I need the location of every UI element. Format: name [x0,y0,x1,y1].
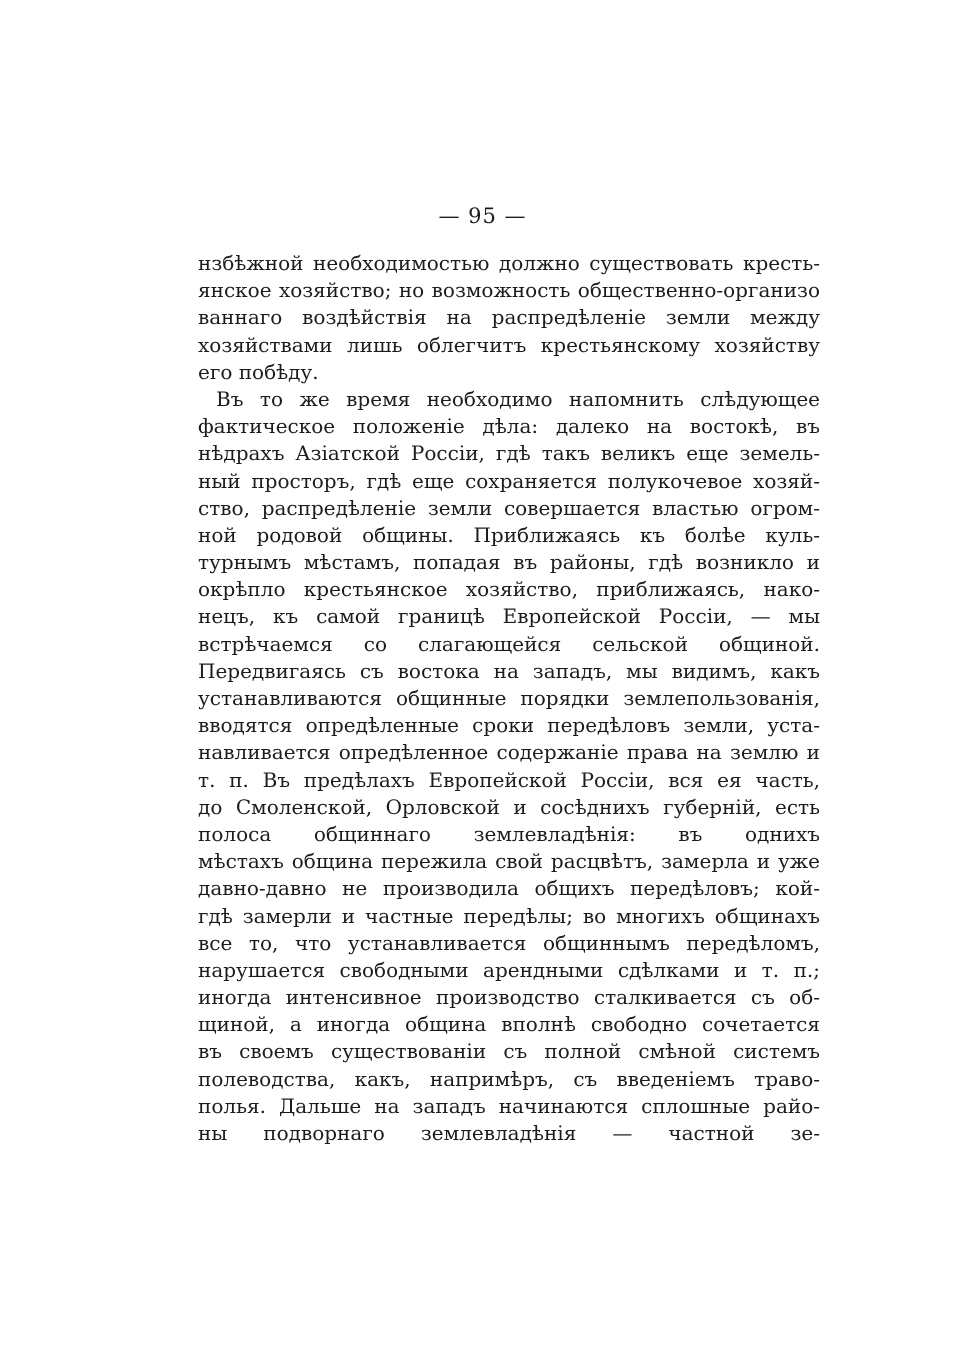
text-line: ной родовой общины. Приближаясь къ болѣе куль- [198,522,820,547]
text-line: до Смоленской, Орловской и сосѣднихъ губерній, есть [198,794,820,819]
text-line: нецъ, къ самой границѣ Европейской Россіи, — мы [198,604,820,629]
page-number: — 95 — [438,204,527,228]
text-line: Передвигаясь съ востока на западъ, мы видимъ, какъ [198,658,820,683]
text-line: окрѣпло крестьянское хозяйство, приближаясь, нако- [198,577,820,602]
text-line: устанавливаются общинные порядки землепользованія, [198,686,820,710]
text-line: нѣдрахъ Азіатской Россіи, гдѣ такъ великъ еще земель- [198,441,820,466]
text-line: щиной, а иногда община вполнѣ свободно сочетается [198,1012,820,1037]
text-line: встрѣчаемся со слагающейся сельской общиной. [198,631,820,656]
paragraph-start-line: Въ то же время необходимо напомнить слѣдующее [216,386,820,411]
text-line: гдѣ замерли и частные передѣлы; во многихъ общинахъ [198,903,820,928]
text-line: все то, что устанавливается общиннымъ передѣломъ, [198,930,820,955]
text-line: навливается опредѣленное содержаніе права на землю и [198,740,820,765]
text-line: ваннаго воздѣйствія на распредѣленіе земли между [198,305,820,330]
text-line: ны подворнаго землевладѣнія — частной зе- [198,1121,820,1145]
text-line: ный просторъ, гдѣ еще сохраняется полукочевое хозяй- [198,468,820,493]
text-line: фактическое положеніе дѣла: далеко на востокѣ, въ [198,414,820,439]
text-line: нарушается свободными арендными сдѣлками и т. п.; [198,957,820,982]
text-line: его побѣду. [198,359,319,384]
body-text [198,250,820,1147]
text-line: нзбѣжной необходимостью должно существовать кресть- [198,251,820,275]
text-line: полья. Дальше на западъ начинаются сплошные райо- [198,1093,820,1118]
text-line: въ своемъ существованіи съ полной смѣной системъ [198,1039,820,1064]
text-line: янское хозяйство; но возможность общественно-организо [198,278,820,303]
text-line: давно-давно не производила общихъ передѣловъ; кой- [198,876,820,901]
text-line: полеводства, какъ, напримѣръ, съ введеніемъ траво- [198,1066,820,1091]
text-line: мѣстахъ община пережила свой расцвѣтъ, замерла и уже [198,849,820,874]
text-line: т. п. Въ предѣлахъ Европейской Россіи, вся ея часть, [198,767,820,792]
text-line: хозяйствами лишь облегчитъ крестьянскому хозяйству [198,332,820,357]
text-line: полоса общиннаго землевладѣнія: въ однихъ [198,821,820,846]
text-line: вводятся опредѣленные сроки передѣловъ земли, уста- [198,713,820,738]
text-line: иногда интенсивное производство сталкивается съ об- [198,985,820,1010]
text-line: ство, распредѣленіе земли совершается властью огром- [198,495,820,520]
text-line: турнымъ мѣстамъ, попадая въ районы, гдѣ возникло и [198,550,820,575]
